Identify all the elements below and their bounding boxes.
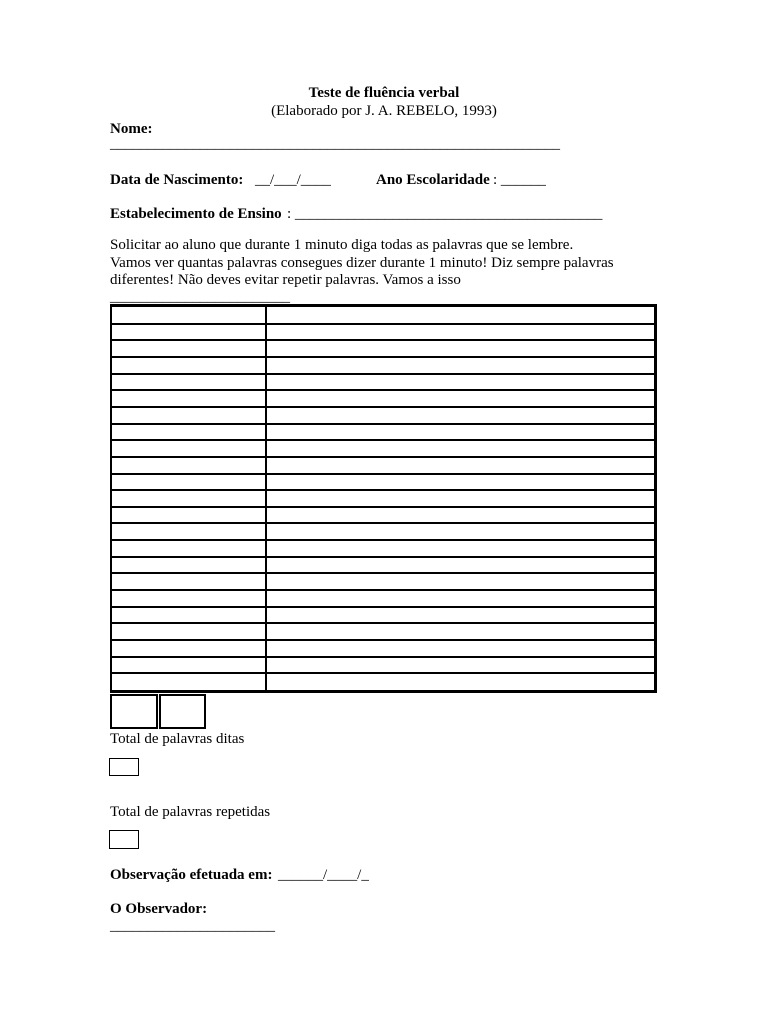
table-row-divider <box>112 522 654 524</box>
table-row-divider <box>112 506 654 508</box>
table-row-divider <box>112 456 654 458</box>
instructions-line-3: diferentes! Não deves evitar repetir palavras. Vamos a isso <box>110 272 461 288</box>
table-row-divider <box>112 589 654 591</box>
table-row-divider <box>112 473 654 475</box>
observador-label: O Observador: <box>110 901 208 917</box>
table-row-divider <box>112 606 654 608</box>
table-row-divider <box>112 356 654 358</box>
table-row-divider <box>112 489 654 491</box>
word-table[interactable] <box>110 304 657 693</box>
instructions-underline: ________________________ <box>110 289 290 305</box>
nome-label: Nome: <box>110 121 153 137</box>
table-row-divider <box>112 323 654 325</box>
estabelecimento-label: Estabelecimento de Ensino <box>110 206 282 222</box>
table-row-divider <box>112 539 654 541</box>
table-row-divider <box>112 572 654 574</box>
table-row-divider <box>112 406 654 408</box>
table-row-divider <box>112 423 654 425</box>
nascimento-label: Data de Nascimento: <box>110 172 244 188</box>
nome-field[interactable]: ____________________________________________________________ <box>110 136 560 152</box>
escolaridade-field[interactable]: : ______ <box>493 172 546 188</box>
table-row-divider <box>112 622 654 624</box>
document-subtitle: (Elaborado por J. A. REBELO, 1993) <box>271 103 497 119</box>
table-row-divider <box>112 373 654 375</box>
nascimento-field[interactable]: __/___/____ <box>255 172 331 188</box>
table-column-divider <box>265 307 267 690</box>
instructions-line-1: Solicitar ao aluno que durante 1 minuto diga todas as palavras que se lembre. <box>110 237 574 253</box>
table-row-divider <box>112 639 654 641</box>
table-row-divider <box>112 389 654 391</box>
total-repetidas-label: Total de palavras repetidas <box>110 804 271 820</box>
total-box-right[interactable] <box>159 694 206 729</box>
table-row-divider <box>112 339 654 341</box>
observacao-label: Observação efetuada em: <box>110 867 273 883</box>
table-row-divider <box>112 672 654 674</box>
escolaridade-label: Ano Escolaridade <box>376 172 490 188</box>
observacao-field[interactable]: ______/____/_ <box>278 867 369 883</box>
table-row-divider <box>112 439 654 441</box>
total-ditas-label: Total de palavras ditas <box>110 731 245 747</box>
total-box-left[interactable] <box>110 694 158 729</box>
total-ditas-box[interactable] <box>109 758 139 776</box>
document-title: Teste de fluência verbal <box>308 85 460 101</box>
estabelecimento-field[interactable]: : _________________________________________ <box>287 206 603 222</box>
table-row-divider <box>112 656 654 658</box>
observador-field[interactable]: ______________________ <box>110 918 275 934</box>
table-row-divider <box>112 556 654 558</box>
instructions-line-2: Vamos ver quantas palavras consegues dizer durante 1 minuto! Diz sempre palavras <box>110 255 614 271</box>
total-repetidas-box[interactable] <box>109 830 139 849</box>
